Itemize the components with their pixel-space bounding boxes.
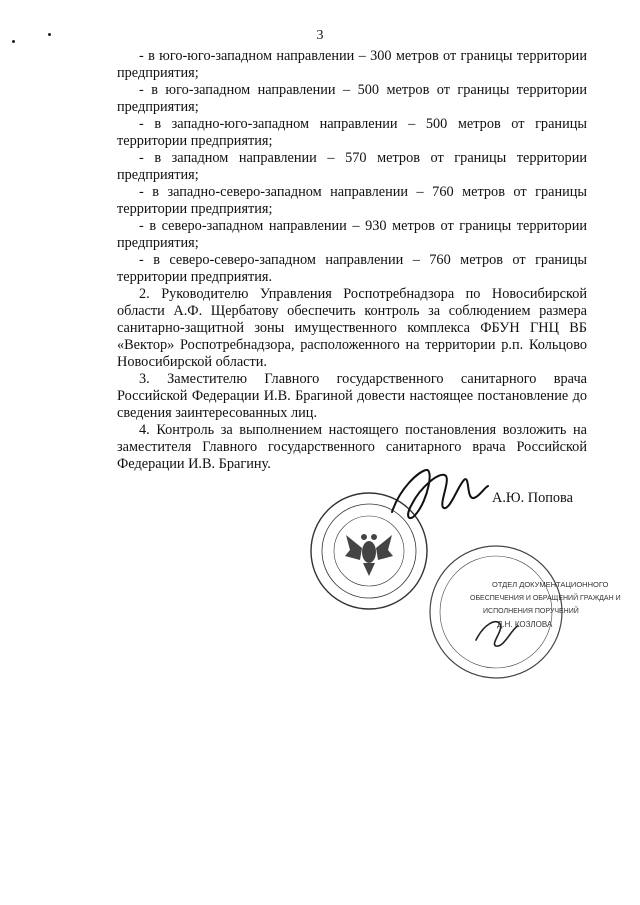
- list-item: - в северо-западном направлении – 930 метров от границы территории предприятия;: [117, 218, 587, 251]
- handwritten-signature: [392, 470, 488, 518]
- paragraph-2: 2. Руководителю Управления Роспотребнадзора по Новосибирской области А.Ф. Щербатову обеспечить контроль за соблюдением размера санитарно-защитной зоны имущественного комплекса ФБУН ГНЦ ВБ «Вектор» Роспотребнадзора, расположенного на территории р.п. Кольцово Новосибирской области.: [117, 286, 587, 370]
- signer-name: А.Ю. Попова: [492, 490, 573, 506]
- page-number: 3: [316, 28, 324, 43]
- list-item: - в юго-юго-западном направлении – 300 метров от границы территории предприятия;: [117, 48, 587, 81]
- list-item: - в западно-северо-западном направлении – 760 метров от границы территории предприятия;: [117, 184, 587, 217]
- stamp-line: ИСПОЛНЕНИЯ ПОРУЧЕНИЙ: [483, 608, 579, 615]
- paragraph-4: 4. Контроль за выполнением настоящего постановления возложить на заместителя Главного государственного санитарного врача Российской Федерации И.В. Брагину.: [117, 422, 587, 472]
- list-item: - в западном направлении – 570 метров от границы территории предприятия;: [117, 150, 587, 183]
- stamp-line: Д.Н. КОЗЛОВА: [497, 620, 553, 629]
- list-item: - в северо-северо-западном направлении – 760 метров от границы территории предприятия.: [117, 252, 587, 285]
- list-item: - в юго-западном направлении – 500 метров от границы территории предприятия;: [117, 82, 587, 115]
- stamp-line: ОТДЕЛ ДОКУМЕНТАЦИОННОГО: [492, 580, 609, 589]
- list-item: - в западно-юго-западном направлении – 500 метров от границы территории предприятия;: [117, 116, 587, 149]
- paragraph-3: 3. Заместителю Главного государственного санитарного врача Российской Федерации И.В. Брагиной довести настоящее постановление до сведения заинтересованных лиц.: [117, 371, 587, 421]
- stamp-line: ОБЕСПЕЧЕНИЯ И ОБРАЩЕНИЙ ГРАЖДАН И: [470, 595, 621, 602]
- eagle-emblem: [345, 534, 393, 576]
